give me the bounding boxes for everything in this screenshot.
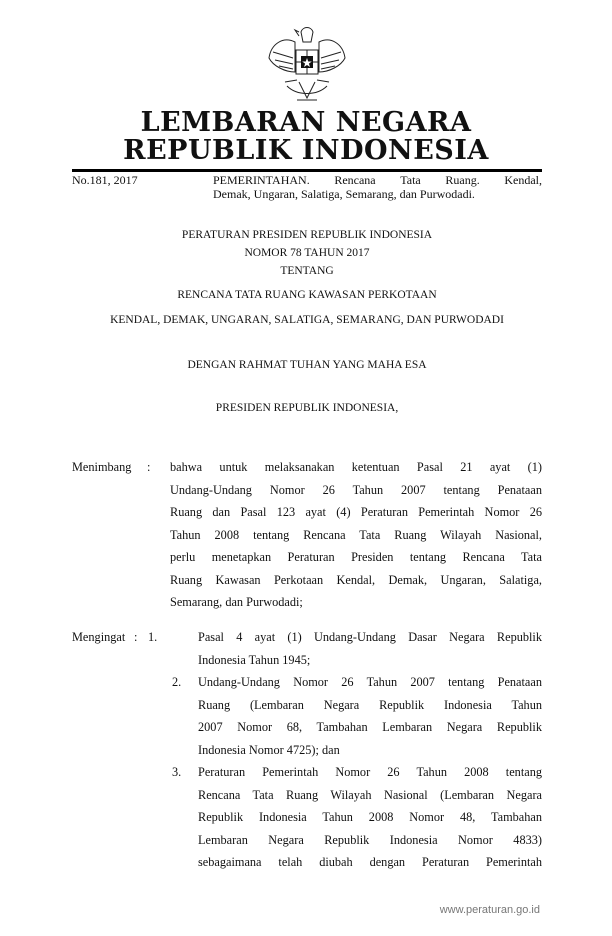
text-line: Republik Indonesia Tahun 2008 Nomor 48, Tambahan — [198, 810, 542, 824]
blessing-line: DENGAN RAHMAT TUHAN YANG MAHA ESA — [187, 359, 427, 371]
text-line: Lembaran Negara Republik Indonesia Nomor 4833) — [198, 832, 542, 847]
text-line: Pasal 4 ayat (1) Undang-Undang Dasar Negara Republik — [198, 630, 542, 644]
mengingat-item-2 — [198, 671, 542, 761]
gazette-title-line1: LEMBARAN NEGARA — [140, 107, 472, 138]
text-line: Undang-Undang Nomor 26 Tahun 2007 tentang Penataan — [198, 675, 542, 689]
text-line: Undang-Undang Nomor 26 Tahun 2007 tentang Penataan — [170, 482, 542, 497]
text-line: Ruang Kawasan Perkotaan Kendal, Demak, Ungaran, Salatiga, — [170, 572, 542, 587]
text-line: Ruang dan Pasal 123 ayat (4) Peraturan Pemerintah Nomor 26 — [170, 505, 542, 519]
garuda-emblem-icon — [265, 22, 349, 106]
text-line: bahwa untuk melaksanakan ketentuan Pasal 21 ayat (1) — [170, 460, 542, 474]
item-number: 3. — [172, 765, 182, 779]
text-line: Tahun 2008 tentang Rencana Tata Ruang Wilayah Nasional, — [170, 527, 542, 542]
subject-word: PEMERINTAHAN. — [213, 173, 310, 187]
header-divider — [72, 169, 542, 172]
president-line: PRESIDEN REPUBLIK INDONESIA, — [215, 402, 399, 414]
gazette-title-line2: REPUBLIK INDONESIA — [123, 135, 489, 166]
text-line: Indonesia Nomor 4725); dan — [198, 742, 340, 757]
item-number: 2. — [172, 675, 182, 689]
gazette-subject-line1 — [213, 173, 542, 187]
mengingat-colon: : — [134, 630, 138, 644]
text-line: perlu menetapkan Peraturan Presiden tentang Rencana Tata — [170, 550, 542, 564]
regulation-type: PERATURAN PRESIDEN REPUBLIK INDONESIA — [181, 229, 433, 241]
regulation-title-line1: RENCANA TATA RUANG KAWASAN PERKOTAAN — [177, 289, 437, 301]
text-line: sebagaimana telah diubah dengan Peraturan Pemerintah — [198, 855, 542, 869]
regulation-about: TENTANG — [280, 265, 334, 277]
subject-word: Kendal, — [504, 173, 542, 187]
subject-word: Rencana — [334, 173, 376, 187]
gazette-number: No.181, 2017 — [72, 173, 138, 187]
text-line: 2007 Nomor 68, Tambahan Lembaran Negara Republik — [198, 720, 542, 734]
text-line: Semarang, dan Purwodadi; — [170, 595, 303, 609]
mengingat-item-1 — [198, 626, 542, 671]
gazette-subject-line2: Demak, Ungaran, Salatiga, Semarang, dan Purwodadi. — [213, 187, 475, 201]
subject-word: Ruang. — [445, 173, 480, 187]
mengingat-label: Mengingat — [72, 630, 126, 644]
footer-website-link[interactable]: www.peraturan.go.id — [439, 904, 540, 916]
subject-word: Tata — [400, 173, 421, 187]
text-line: Indonesia Tahun 1945; — [198, 652, 311, 667]
garuda-emblem — [265, 22, 349, 106]
regulation-number: NOMOR 78 TAHUN 2017 — [244, 247, 370, 259]
text-line: Rencana Tata Ruang Wilayah Nasional (Lembaran Negara — [198, 787, 542, 802]
text-line: Ruang (Lembaran Negara Republik Indonesia Tahun — [198, 697, 542, 712]
item-number: 1. — [148, 630, 158, 644]
menimbang-text — [170, 456, 542, 614]
text-line: Peraturan Pemerintah Nomor 26 Tahun 2008 tentang — [198, 765, 542, 779]
mengingat-item-3 — [198, 761, 542, 874]
menimbang-colon: : — [147, 460, 151, 474]
menimbang-label: Menimbang — [72, 460, 132, 474]
regulation-title-line2: KENDAL, DEMAK, UNGARAN, SALATIGA, SEMARANG, DAN PURWODADI — [110, 314, 504, 326]
